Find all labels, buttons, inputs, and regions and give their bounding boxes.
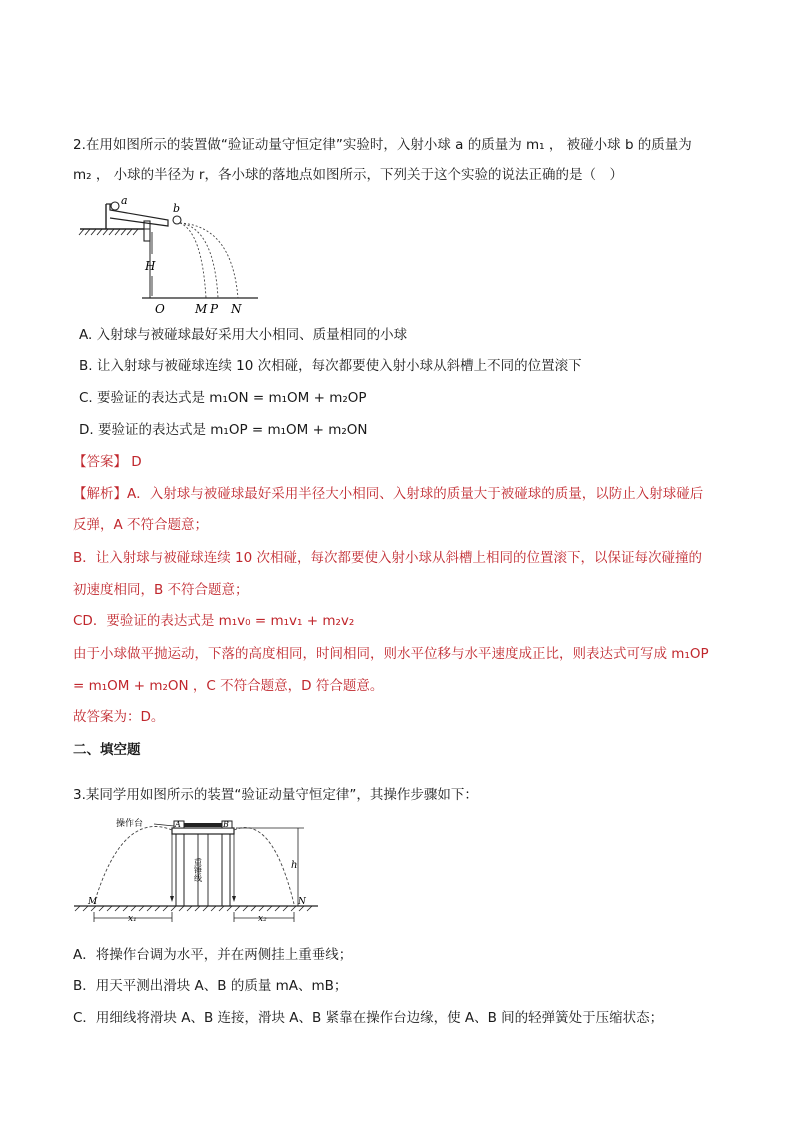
analysis-line-3: B．让入射球与被碰球连续 10 次相碰，每次都要使入射小球从斜槽上相同的位置滚下，以保证每次碰撞的 xyxy=(73,550,703,566)
analysis-line-2: 反弹，A 不符合题意； xyxy=(73,517,209,533)
analysis-line-1: 【解析】A．入射球与被碰球最好采用半径大小相同、入射球的质量大于被碰球的质量，以防止入射球碰后 xyxy=(73,486,704,502)
analysis-line-4: 初速度相同，B 不符合题意； xyxy=(73,582,249,598)
q2-option-a: A. 入射球与被碰球最好采用大小相同、质量相同的小球 xyxy=(79,327,408,343)
section-heading: 二、填空题 xyxy=(73,742,141,758)
answer-line: 【答案】 D xyxy=(73,454,142,470)
q2-stem-line-2: m₂ ， 小球的半径为 r，各小球的落地点如图所示，下列关于这个实验的说法正确的是（ ） xyxy=(73,167,623,183)
label-H: H xyxy=(145,259,156,273)
label-x2: x₂ xyxy=(258,914,267,924)
label-M: M xyxy=(88,897,98,907)
analysis-line-6: 由于小球做平抛运动，下落的高度相同，时间相同，则水平位移与水平速度成正比，则表达式可写成 m₁OP xyxy=(73,646,709,662)
label-a: a xyxy=(121,196,128,207)
label-b: b xyxy=(173,202,181,215)
label-h: h xyxy=(291,860,298,871)
q3-figure xyxy=(72,814,322,926)
label-plumb-line: 重锤线 xyxy=(193,858,203,882)
label-block-B: B xyxy=(223,820,229,829)
label-N: N xyxy=(231,302,242,316)
q2-stem-line-1: 2.在用如图所示的装置做“验证动量守恒定律”实验时，入射小球 a 的质量为 m₁ ， 被碰小球 b 的质量为 xyxy=(73,137,692,153)
q3-step-b: B．用天平测出滑块 A、B 的质量 mA、mB； xyxy=(73,978,348,994)
q3-step-c: C．用细线将滑块 A、B 连接，滑块 A、B 紧靠在操作台边缘，使 A、B 间的轻弹簧处于压缩状态； xyxy=(73,1010,664,1026)
label-platform: 操作台 xyxy=(116,819,144,829)
analysis-line-5: CD．要验证的表达式是 m₁v₀ = m₁v₁ + m₂v₂ xyxy=(73,613,355,629)
q2-figure xyxy=(76,196,266,318)
q2-option-c: C. 要验证的表达式是 m₁ON = m₁OM + m₂OP xyxy=(79,390,367,406)
q2-option-d: D. 要验证的表达式是 m₁OP = m₁OM + m₂ON xyxy=(79,422,368,438)
label-block-A: A xyxy=(175,820,181,829)
conclusion-line: 故答案为：D。 xyxy=(73,709,165,725)
label-P: P xyxy=(210,302,219,316)
q3-stem-line-1: 3.某同学用如图所示的装置“验证动量守恒定律”，其操作步骤如下： xyxy=(73,787,478,803)
label-N: N xyxy=(298,897,306,907)
label-O: O xyxy=(155,302,165,316)
q2-option-b: B. 让入射球与被碰球连续 10 次相碰，每次都要使入射小球从斜槽上不同的位置滚下 xyxy=(79,358,582,374)
q3-step-a: A．将操作台调为水平，并在两侧挂上重垂线； xyxy=(73,947,353,963)
label-M: M xyxy=(195,302,208,316)
analysis-line-7: = m₁OM + m₂ON ，C 不符合题意，D 符合题意。 xyxy=(73,678,384,694)
label-x1: x₁ xyxy=(128,914,137,924)
